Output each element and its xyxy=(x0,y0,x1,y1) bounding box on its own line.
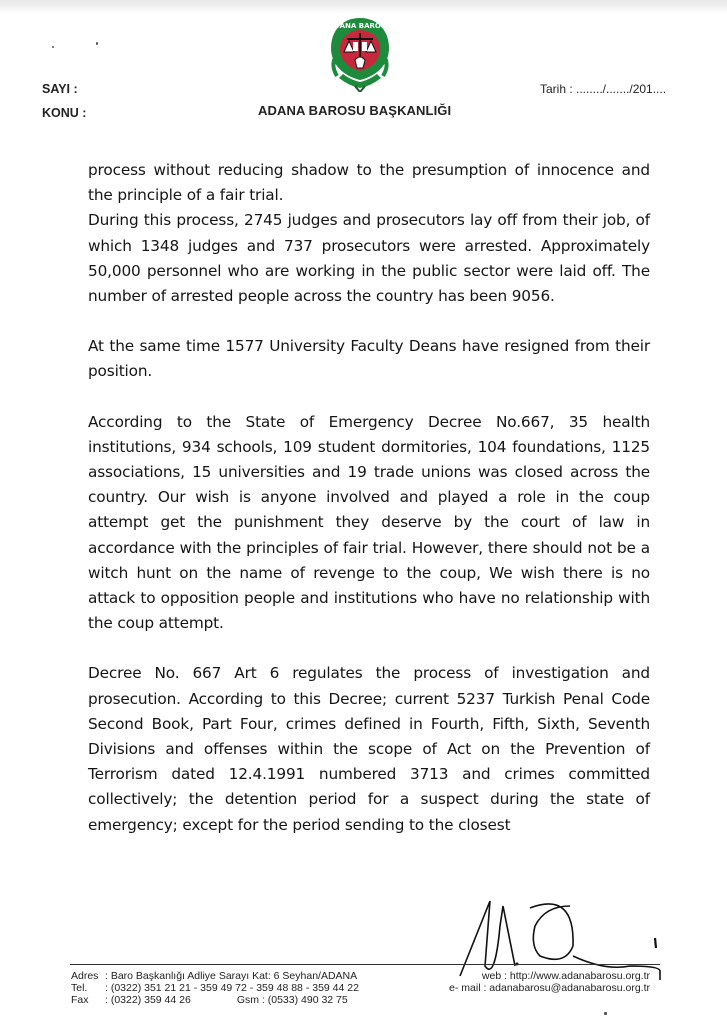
tel-key: Tel. xyxy=(71,981,88,994)
paragraph-decree-667: Decree No. 667 Art 6 regulates the process of investigation and prosecution. According to this Decree; current 5237 Turkish Penal Code Second Book, Part Four, crimes defined in Fourth, Fifth, Sixth, Seventh Divisions and offenses within the scope of Act on the Prevention of Terrorism dated 12.4.1991 numbered 3713 and crimes committed collectively; the detention period for a suspect during the state of emergency; except for the period sending to the closest xyxy=(88,664,650,834)
footer-fax-row xyxy=(71,995,359,1007)
address-value: : Baro Başkanlığı Adliye Sarayı Kat: 6 Seyhan/ADANA xyxy=(105,970,358,982)
footer-tel-row xyxy=(71,983,359,995)
address-key: Adres xyxy=(71,970,99,982)
paragraph-dismissals: During this process, 2745 judges and prosecutors lay off from their job, of which 1348 judges and 737 prosecutors were arrested. Approximately 50,000 personnel who are working in the public sector were laid off. The number of arrested people across the country has been 9056. xyxy=(88,211,650,306)
website-link[interactable]: web : http://www.adanabarosu.org.tr xyxy=(481,970,650,982)
footer-web-block xyxy=(400,971,650,995)
subject-label: KONU : xyxy=(42,106,87,120)
organization-title: ADANA BAROSU BAŞKANLIĞI xyxy=(258,103,452,118)
bar-association-logo-icon xyxy=(325,16,395,92)
footer-contact-block xyxy=(71,971,359,1006)
date-field: Tarih : ......../......./201.... xyxy=(540,82,667,96)
paragraph-deans: At the same time 1577 University Faculty Deans have resigned from their position. xyxy=(88,337,650,381)
reference-number-label: SAYI : xyxy=(42,82,78,96)
email-link[interactable]: e- mail : adanabarosu@adanabarosu.org.tr xyxy=(449,981,650,994)
tel-value: : (0322) 351 21 21 - 359 49 72 - 359 48 88 - 359 44 22 xyxy=(105,981,359,994)
footer-divider xyxy=(70,964,660,965)
logo-text: ADANA BAROSU xyxy=(328,22,392,30)
paragraph-continuation: process without reducing shadow to the presumption of innocence and the principle of a fair trial. xyxy=(88,161,650,205)
paragraph-closures: According to the State of Emergency Decree No.667, 35 health institutions, 934 schools, 109 student dormitories, 104 foundations, 1125 associations, 15 universities and 19 trade unions was closed across the country. Our wish is anyone involved and played a role in the coup attempt get the punishment they deserve by the court of law in accordance with the principles of fair trial. However, there should not be a witch hunt on the name of revenge to the coup, We wish there is no attack to opposition people and institutions who have no relationship with the coup attempt. xyxy=(88,412,650,633)
fax-value: : (0322) 359 44 26 xyxy=(105,993,191,1006)
gsm-value: Gsm : (0533) 490 32 75 xyxy=(236,993,348,1006)
letter-body xyxy=(88,158,650,838)
scan-edge-shade xyxy=(0,0,727,14)
fax-key: Fax xyxy=(71,993,89,1006)
